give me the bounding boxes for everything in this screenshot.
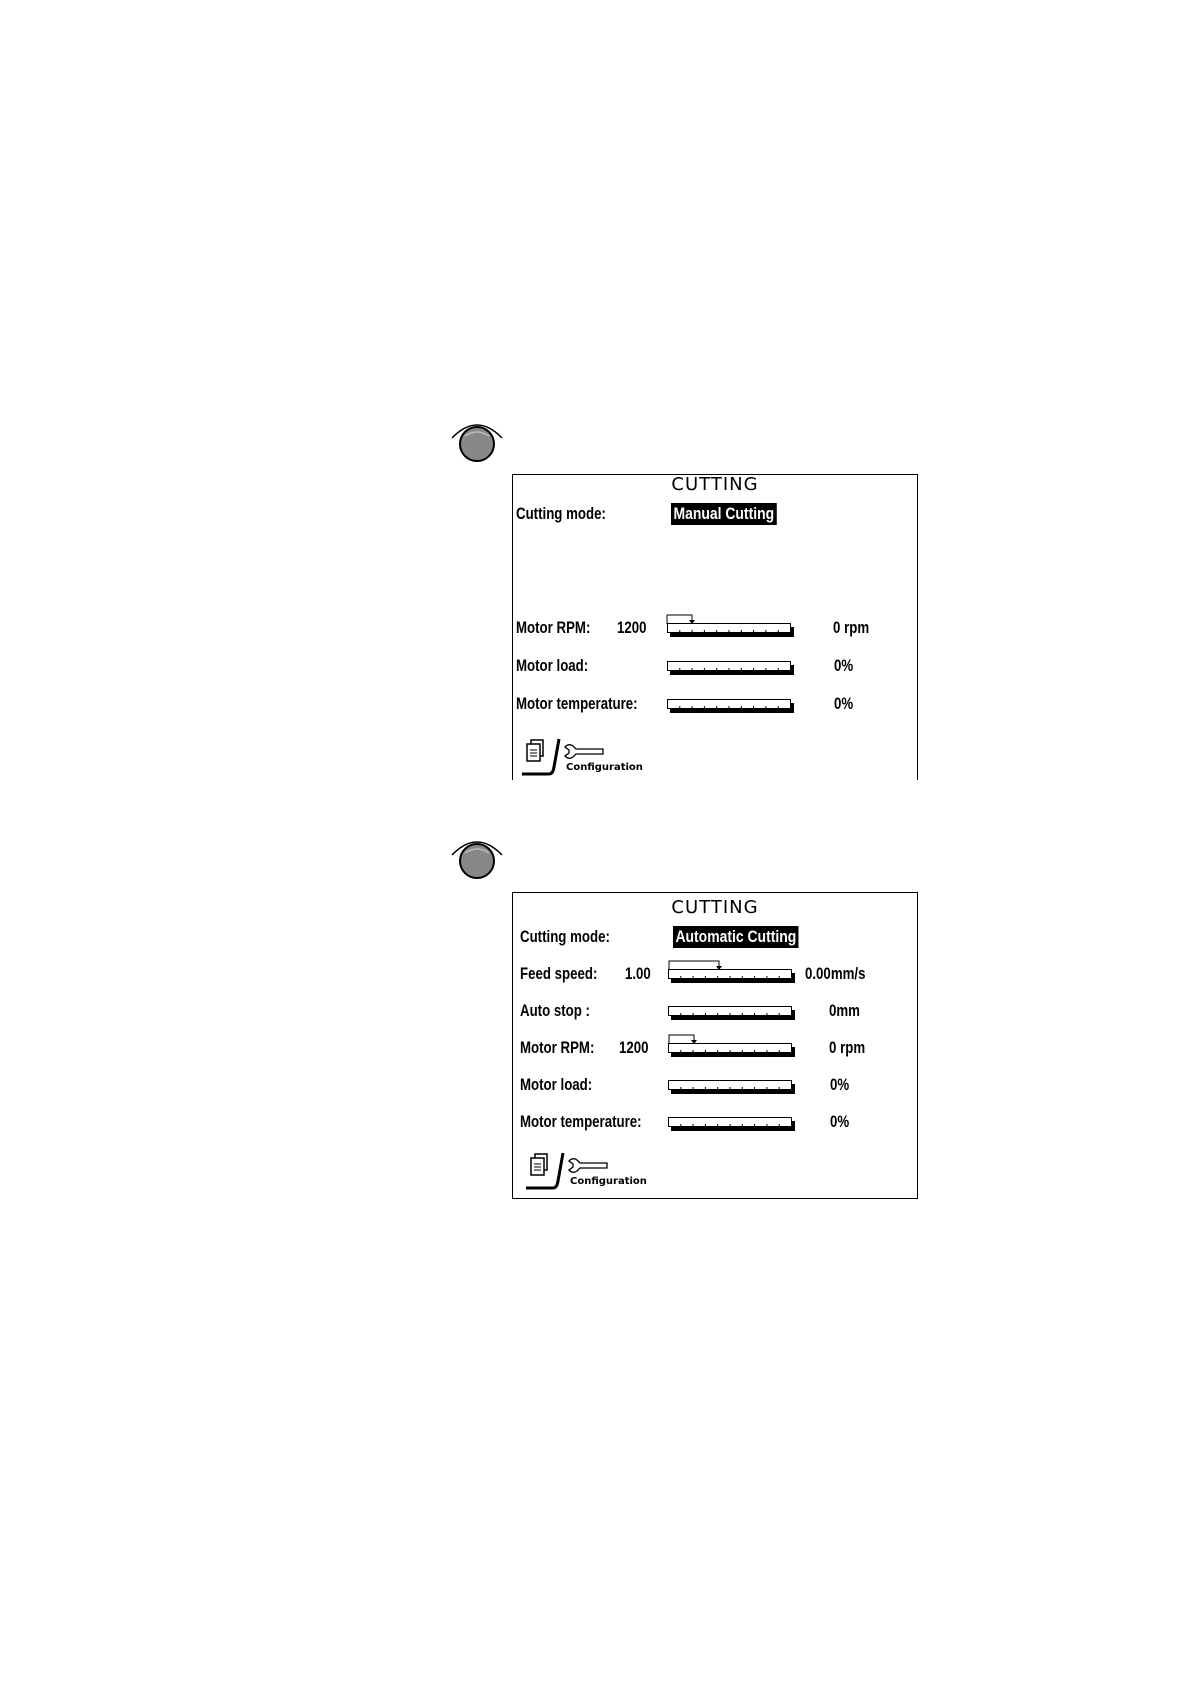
feed-speed-label: Feed speed:	[520, 964, 598, 983]
motor-temperature-label: Motor temperature:	[520, 1112, 642, 1131]
value-number: 0	[834, 656, 842, 675]
cutting-mode-value[interactable]: Automatic Cutting	[673, 926, 799, 948]
wrench-icon[interactable]	[563, 743, 605, 761]
rotary-knob-icon[interactable]	[446, 833, 508, 883]
feed-speed-value	[805, 964, 865, 984]
motor-load-value	[834, 656, 853, 676]
motor-load-bar	[668, 1080, 796, 1094]
motor-rpm-setpoint[interactable]: 1200	[617, 618, 647, 637]
value-unit: %	[841, 694, 854, 713]
tab-separator	[525, 1151, 565, 1191]
motor-rpm-bar	[668, 1043, 796, 1057]
motor-rpm-label: Motor RPM:	[516, 618, 591, 637]
cutting-mode-label: Cutting mode:	[516, 504, 606, 523]
value-number: 0.00	[805, 964, 831, 983]
auto-stop-label: Auto stop :	[520, 1001, 590, 1020]
motor-temperature-value	[834, 694, 853, 714]
cutting-mode-label: Cutting mode:	[520, 927, 610, 946]
value-number: 0	[830, 1075, 838, 1094]
motor-load-value	[830, 1075, 849, 1095]
motor-temperature-bar	[667, 699, 795, 713]
value-number: 0	[830, 1112, 838, 1131]
wrench-icon[interactable]	[567, 1157, 609, 1175]
motor-rpm-setpoint[interactable]: 1200	[619, 1038, 649, 1057]
feed-speed-bar	[668, 969, 796, 983]
rotary-knob-icon[interactable]	[446, 416, 508, 466]
value-unit: rpm	[844, 618, 870, 637]
screen-title: CUTTING	[671, 474, 759, 495]
configuration-label[interactable]: Configuration	[566, 762, 643, 773]
motor-rpm-label: Motor RPM:	[520, 1038, 595, 1057]
auto-stop-bar	[668, 1006, 796, 1020]
motor-temperature-bar	[668, 1117, 796, 1131]
value-unit: %	[837, 1075, 850, 1094]
value-number: 0	[833, 618, 841, 637]
motor-load-label: Motor load:	[516, 656, 589, 675]
motor-load-bar	[667, 661, 795, 675]
motor-temperature-value	[830, 1112, 849, 1132]
tab-separator	[521, 737, 561, 777]
motor-rpm-bar	[667, 623, 795, 637]
value-unit: mm/s	[830, 964, 866, 983]
cutting-screen-manual	[512, 474, 918, 780]
feed-speed-setpoint[interactable]: 1.00	[625, 964, 651, 983]
motor-load-label: Motor load:	[520, 1075, 593, 1094]
cutting-screen-automatic	[512, 892, 918, 1199]
value-number: 0	[834, 694, 842, 713]
value-unit: %	[837, 1112, 850, 1131]
value-unit: rpm	[840, 1038, 866, 1057]
motor-temperature-label: Motor temperature:	[516, 694, 638, 713]
screen-title: CUTTING	[671, 897, 759, 918]
cutting-mode-value[interactable]: Manual Cutting	[671, 503, 777, 525]
motor-rpm-value	[833, 618, 869, 638]
configuration-label[interactable]: Configuration	[570, 1176, 647, 1187]
motor-rpm-value	[829, 1038, 865, 1058]
value-number: 0	[829, 1001, 837, 1020]
auto-stop-value	[829, 1001, 860, 1021]
value-unit: %	[841, 656, 854, 675]
value-unit: mm	[836, 1001, 860, 1020]
value-number: 0	[829, 1038, 837, 1057]
